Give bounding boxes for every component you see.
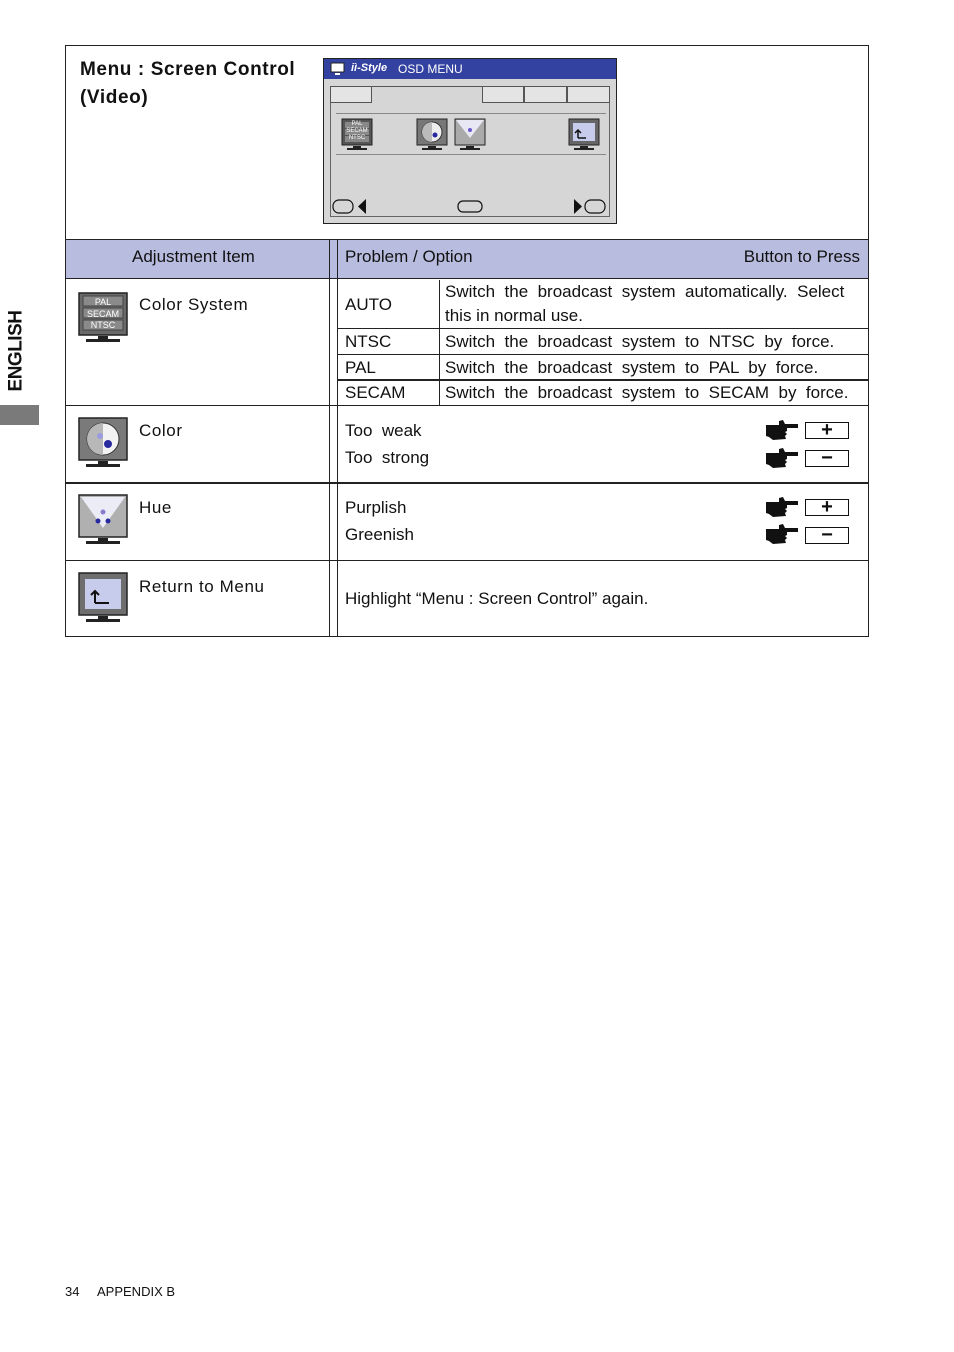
- return-to-menu-icon: [78, 572, 128, 622]
- desc-auto: Switch the broadcast system automatically. Select this in normal use.: [445, 282, 845, 325]
- option-secam: SECAM: [345, 383, 406, 402]
- monitor-icon: [330, 62, 346, 76]
- row-divider: [338, 354, 869, 355]
- return-mini-icon: [568, 118, 600, 150]
- minus-button[interactable]: −: [805, 527, 849, 544]
- color-system-icon-labels: PAL SECAM NTSC: [86, 297, 119, 330]
- desc-ntsc: Switch the broadcast system to NTSC by force.: [445, 332, 835, 351]
- item-color-system: Color System: [139, 295, 249, 314]
- header-button-to-press: Button to Press: [743, 247, 860, 266]
- color-system-mini-labels: PAL SECAM NTSC: [346, 121, 368, 141]
- row-divider: [338, 328, 869, 329]
- pointing-hand-icon: [765, 496, 799, 518]
- column-divider: [329, 239, 330, 637]
- pointing-hand-icon: [765, 447, 799, 469]
- footer-section: APPENDIX B: [97, 1284, 176, 1299]
- item-hue: Hue: [139, 498, 172, 517]
- row-divider: [66, 560, 869, 561]
- row-divider: [66, 405, 869, 406]
- hue-greenish: Greenish: [345, 525, 414, 544]
- osd-tab-active: [372, 86, 482, 103]
- pointing-hand-icon: [765, 523, 799, 545]
- osd-divider: [336, 113, 606, 114]
- page-title: Menu : Screen Control (Video): [80, 59, 296, 108]
- plus-button[interactable]: +: [805, 422, 849, 439]
- pointing-hand-icon: [765, 419, 799, 441]
- column-divider: [337, 239, 338, 637]
- osd-divider: [336, 154, 606, 155]
- header-problem-option: Problem / Option: [345, 247, 473, 266]
- hue-icon: [78, 494, 128, 544]
- minus-button[interactable]: −: [805, 450, 849, 467]
- color-too-strong: Too strong: [345, 448, 430, 467]
- hue-mini-icon: [454, 118, 486, 150]
- option-divider: [439, 280, 440, 405]
- return-to-menu-description: Highlight “Menu : Screen Control” again.: [345, 589, 649, 608]
- color-mini-icon: [416, 118, 448, 150]
- color-icon: [78, 417, 128, 467]
- color-too-weak: Too weak: [345, 421, 422, 440]
- plus-button[interactable]: +: [805, 499, 849, 516]
- osd-tab: [482, 86, 524, 103]
- desc-secam: Switch the broadcast system to SECAM by force.: [445, 383, 849, 402]
- side-language-label: ENGLISH: [5, 310, 27, 392]
- hue-purplish: Purplish: [345, 498, 407, 517]
- desc-pal: Switch the broadcast system to PAL by force.: [445, 358, 819, 377]
- osd-tab: [524, 86, 567, 103]
- option-pal: PAL: [345, 358, 376, 377]
- row-divider: [66, 482, 869, 484]
- option-auto: AUTO: [345, 295, 392, 314]
- item-return-to-menu: Return to Menu: [139, 577, 265, 596]
- osd-tab: [567, 86, 610, 103]
- option-ntsc: NTSC: [345, 332, 392, 351]
- osd-controls: [332, 198, 608, 216]
- header-adjustment-item: Adjustment Item: [132, 247, 255, 266]
- osd-tab: [330, 86, 372, 103]
- page-number: 34: [65, 1284, 80, 1299]
- osd-title-bar: iì-Style OSD MENU: [324, 59, 616, 79]
- item-color: Color: [139, 421, 183, 440]
